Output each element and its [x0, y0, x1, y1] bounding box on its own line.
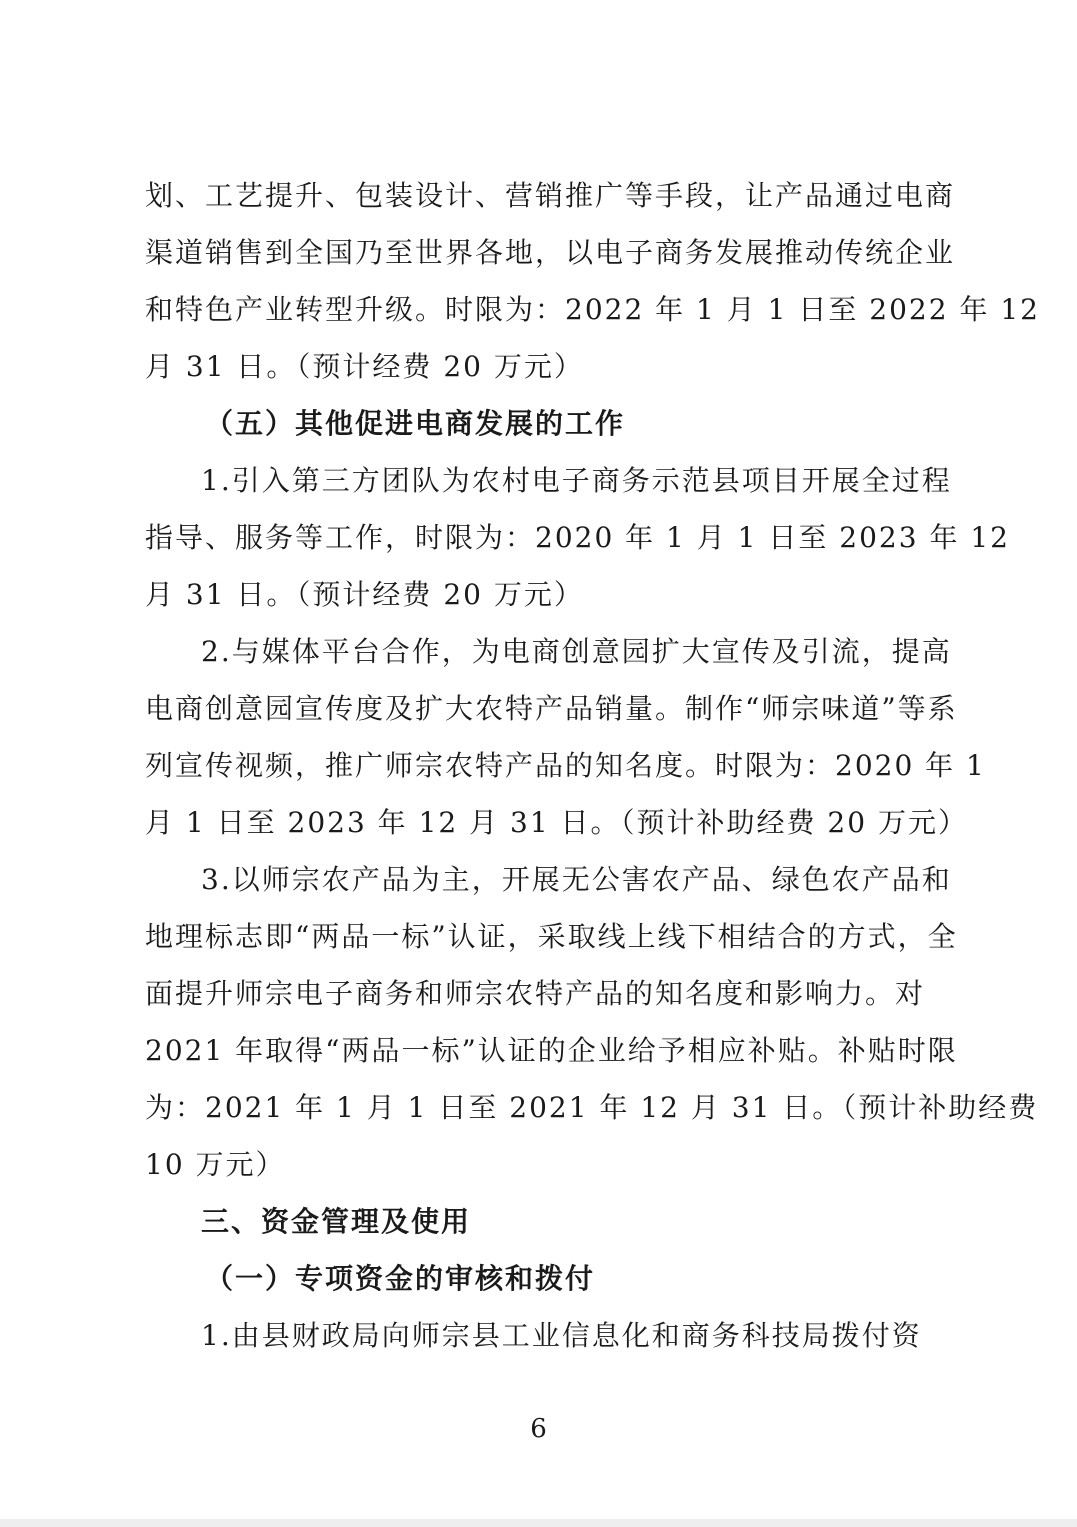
body-text-line: 月 31 日。（预计经费 20 万元） — [145, 578, 584, 611]
body-text-line: 划、工艺提升、包装设计、营销推广等手段，让产品通过电商 — [145, 179, 956, 212]
chapter-heading-3: 三、资金管理及使用 — [201, 1205, 472, 1238]
section-heading-1: （一）专项资金的审核和拨付 — [205, 1262, 596, 1295]
body-text-line: 渠道销售到全国乃至世界各地，以电子商务发展推动传统企业 — [145, 236, 956, 269]
body-text-line: 2021 年取得“两品一标”认证的企业给予相应补贴。补贴时限 — [145, 1034, 958, 1067]
body-text-line: 地理标志即“两品一标”认证，采取线上线下相结合的方式，全 — [145, 920, 958, 953]
body-text-line: 和特色产业转型升级。时限为：2022 年 1 月 1 日至 2022 年 12 — [145, 293, 1040, 326]
page-bottom-edge — [0, 1519, 1077, 1527]
paragraph-start: 1.由县财政局向师宗县工业信息化和商务科技局拨付资 — [201, 1319, 922, 1352]
paragraph-3-start: 3.以师宗农产品为主，开展无公害农产品、绿色农产品和 — [201, 863, 952, 896]
paragraph-2-start: 2.与媒体平台合作，为电商创意园扩大宣传及引流，提高 — [201, 635, 952, 668]
body-text-line: 指导、服务等工作，时限为：2020 年 1 月 1 日至 2023 年 12 — [145, 521, 1010, 554]
body-text-line: 月 31 日。（预计经费 20 万元） — [145, 350, 584, 383]
body-text-line: 月 1 日至 2023 年 12 月 31 日。（预计补助经费 20 万元） — [145, 806, 968, 839]
section-heading-5: （五）其他促进电商发展的工作 — [205, 407, 626, 440]
body-text-line: 面提升师宗电子商务和师宗农特产品的知名度和影响力。对 — [145, 977, 926, 1010]
body-text-line: 列宣传视频，推广师宗农特产品的知名度。时限为：2020 年 1 — [145, 749, 986, 782]
body-text-line: 为：2021 年 1 月 1 日至 2021 年 12 月 31 日。（预计补助经费 — [145, 1091, 1039, 1124]
paragraph-1-start: 1.引入第三方团队为农村电子商务示范县项目开展全过程 — [201, 464, 952, 497]
page-number: 6 — [530, 1414, 547, 1444]
body-text-line: 电商创意园宣传度及扩大农特产品销量。制作“师宗味道”等系 — [145, 692, 958, 725]
body-text-line: 10 万元） — [145, 1148, 286, 1181]
